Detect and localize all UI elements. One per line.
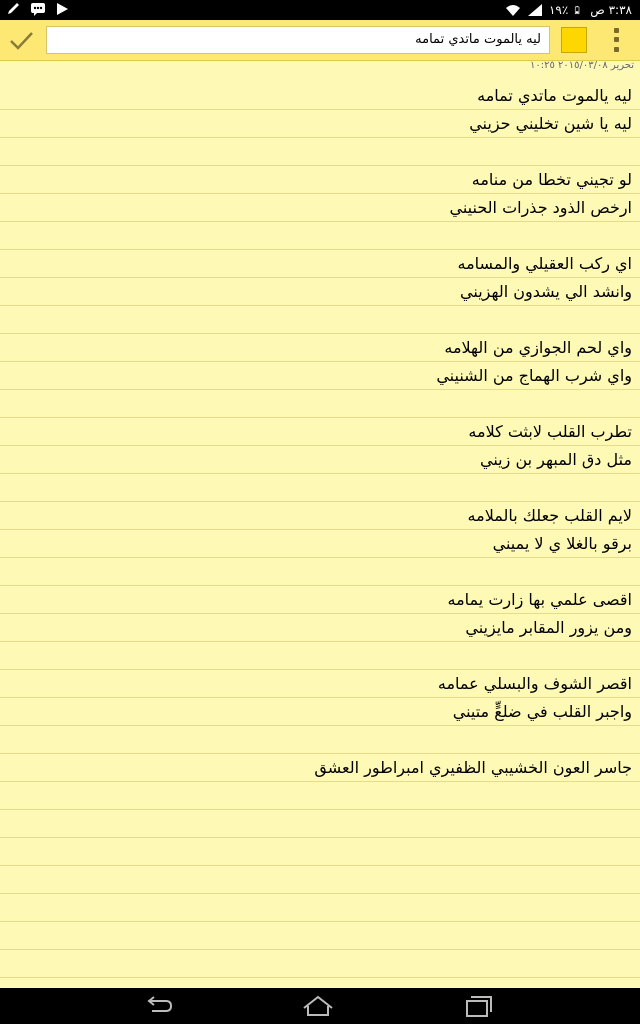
note-line[interactable]: واي لحم الجوازي من الهلامه <box>444 338 632 357</box>
note-line[interactable]: اقصى علمي بها زارت يمامه <box>447 590 632 609</box>
note-line[interactable]: وانشد الي يشدون الهزيني <box>460 282 632 301</box>
note-body[interactable] <box>0 82 640 988</box>
note-line[interactable]: اي ركب العقيلي والمسامه <box>457 254 632 273</box>
note-line[interactable] <box>0 558 632 586</box>
note-toolbar <box>0 20 640 61</box>
edited-timestamp: تحرير ٢٠١٥/٠٣/٠٨ ١٠:٢٥ <box>529 60 634 71</box>
note-line[interactable]: واجبر القلب في ضلعٍّ متيني <box>452 702 632 721</box>
play-icon <box>54 2 70 16</box>
note-text[interactable] <box>0 82 640 782</box>
note-line[interactable] <box>0 642 632 670</box>
note-line[interactable]: تطرب القلب لابثت كلامه <box>468 422 632 441</box>
battery-icon <box>574 3 584 17</box>
status-bar <box>0 0 640 20</box>
signal-icon <box>527 3 543 17</box>
wifi-icon <box>505 3 521 17</box>
note-line[interactable] <box>0 222 632 250</box>
pen-icon <box>6 2 22 16</box>
note-line[interactable]: ومن يزور المقابر مايزيني <box>465 618 632 637</box>
note-line[interactable]: لو تجيني تخطا من منامه <box>471 170 632 189</box>
note-line[interactable]: برقو بالغلا ي لا يميني <box>492 534 632 553</box>
note-line[interactable]: اقصر الشوف والبسلي عمامه <box>437 674 632 693</box>
note-line[interactable] <box>0 138 632 166</box>
title-input[interactable]: ليه يالموت ماتدي تمامه <box>46 26 550 54</box>
checkmark-icon[interactable] <box>6 25 36 55</box>
note-line[interactable]: ليه يا شين تخليني حزيني <box>469 114 632 133</box>
overflow-menu-icon[interactable] <box>606 26 626 54</box>
note-line[interactable] <box>0 726 632 754</box>
recent-apps-icon[interactable] <box>458 992 498 1020</box>
bbm-icon <box>30 2 46 16</box>
note-line[interactable]: لايم القلب جعلك بالملامه <box>467 506 632 525</box>
note-line[interactable] <box>0 390 632 418</box>
navigation-bar <box>0 988 640 1024</box>
home-icon[interactable] <box>298 992 338 1020</box>
note-line[interactable] <box>0 474 632 502</box>
note-line[interactable]: ارخص الذود جذرات الحنيني <box>449 198 632 217</box>
note-line[interactable]: ليه يالموت ماتدي تمامه <box>477 86 632 105</box>
note-line[interactable] <box>0 306 632 334</box>
note-line[interactable]: مثل دق المبهر بن زيني <box>480 450 632 469</box>
note-line[interactable]: واي شرب الهماج من الشنيني <box>436 366 632 385</box>
color-swatch-button[interactable] <box>561 27 587 53</box>
note-line[interactable]: جاسر العون الخشيبي الظفيري امبراطور العشق <box>314 758 632 777</box>
back-icon[interactable] <box>138 992 178 1020</box>
battery-percent: ١٩٪ <box>548 3 569 17</box>
clock: ٣:٣٨ ص <box>590 3 632 17</box>
